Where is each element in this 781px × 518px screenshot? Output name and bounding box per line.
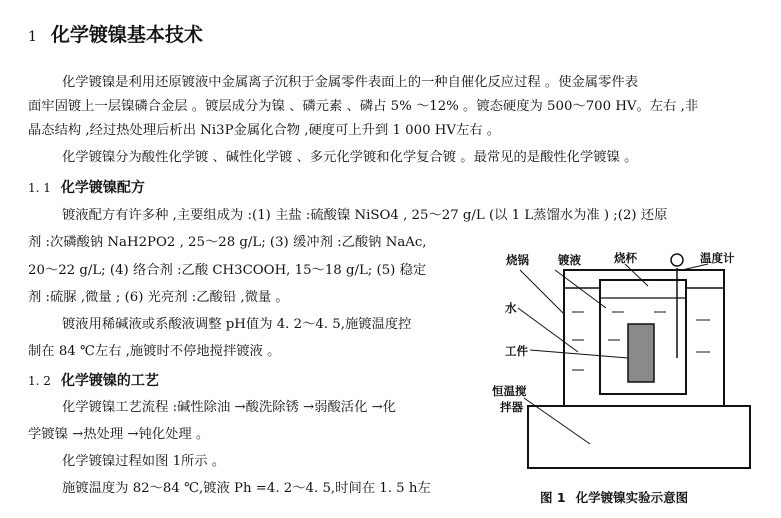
subsection-title: 化学镀镍配方 [60, 180, 145, 196]
paragraph-line: 学镀镍 →热处理 →钝化处理 。 [28, 427, 210, 442]
paragraph-line: 化学镀镍分为酸性化学镀 、碱性化学镀 、多元化学镀和化学复合镀 。最常见的是酸性化学镀镍 。 [62, 150, 638, 165]
paragraph-line: 镀液配方有许多种 ,主要组成为 :(1) 主盐 :硫酸镍 NiSO4 , 25～27 g/L (以 1 L蒸馏水为准 ) ;(2) 还原 [62, 208, 668, 223]
paragraph-line: 剂 :硫脲 ,微量 ; (6) 光亮剂 :乙酸铅 ,微量 。 [28, 290, 289, 305]
label-pot: 烧锅 [506, 253, 529, 267]
plating-apparatus-diagram [480, 240, 780, 518]
label-workpiece: 工件 [505, 344, 528, 358]
stirrer-base [528, 406, 750, 468]
paragraph-line: 面牢固镀上一层镍磷合金层 。镀层成分为镍 、磷元素 、磷占 5% ～12% 。镀态硬度为 500～700 HV。左右 ,非 [28, 99, 699, 114]
paragraph-line: 晶态结构 ,经过热处理后析出 Ni3P金属化合物 ,硬度可上升到 1 000 HV左右 。 [28, 123, 501, 138]
subsection-heading [28, 177, 145, 197]
paragraph-line: 制在 84 ℃左右 ,施镀时不停地搅拌镀液 。 [28, 344, 281, 359]
section-title: 化学镀镍基本技术 [50, 24, 203, 46]
label-stirrer-cont: 拌器 [500, 400, 523, 414]
subsection-heading [28, 370, 159, 390]
label-water: 水 [505, 301, 517, 315]
label-beaker: 烧杯 [614, 251, 637, 265]
section-heading [28, 20, 203, 47]
paragraph-line: 镀液用稀碱液或系酸液调整 pH值为 4. 2～4. 5,施镀温度控 [62, 317, 412, 332]
paragraph-line: 化学镀镍是利用还原镀液中金属离子沉积于金属零件表面上的一种自催化反应过程 。使金属零件表 [62, 75, 638, 90]
workpiece [628, 324, 654, 382]
figure-caption-text: 化学镀镍实验示意图 [575, 490, 689, 505]
label-thermometer: 温度计 [700, 251, 735, 265]
paragraph-line: 剂 :次磷酸钠 NaH2PO2 , 25～28 g/L; (3) 缓冲剂 :乙酸钠 NaAc, [28, 235, 427, 250]
section-number: 1 [28, 29, 37, 45]
label-stirrer: 恒温搅 [492, 384, 527, 398]
leader-line [520, 270, 564, 314]
figure-caption [540, 488, 688, 506]
paragraph-line: 化学镀镍工艺流程 :碱性除油 →酸洗除锈 →弱酸活化 →化 [62, 400, 397, 415]
figure-number: 图 1 [540, 490, 566, 505]
subsection-number: 1. 2 [28, 374, 51, 388]
paragraph-line: 20～22 g/L; (4) 络合剂 :乙酸 CH3COOH, 15～18 g/L; (5) 稳定 [28, 263, 427, 278]
thermometer-bulb [671, 254, 683, 266]
subsection-number: 1. 1 [28, 181, 51, 195]
paragraph-line: 化学镀镍过程如图 1所示 。 [62, 454, 226, 469]
subsection-title: 化学镀镍的工艺 [60, 373, 159, 389]
paragraph-line: 施镀温度为 82～84 ℃,镀液 Ph =4. 2～4. 5,时间在 1. 5 h左 [62, 481, 431, 496]
label-solution: 镀液 [558, 253, 581, 267]
